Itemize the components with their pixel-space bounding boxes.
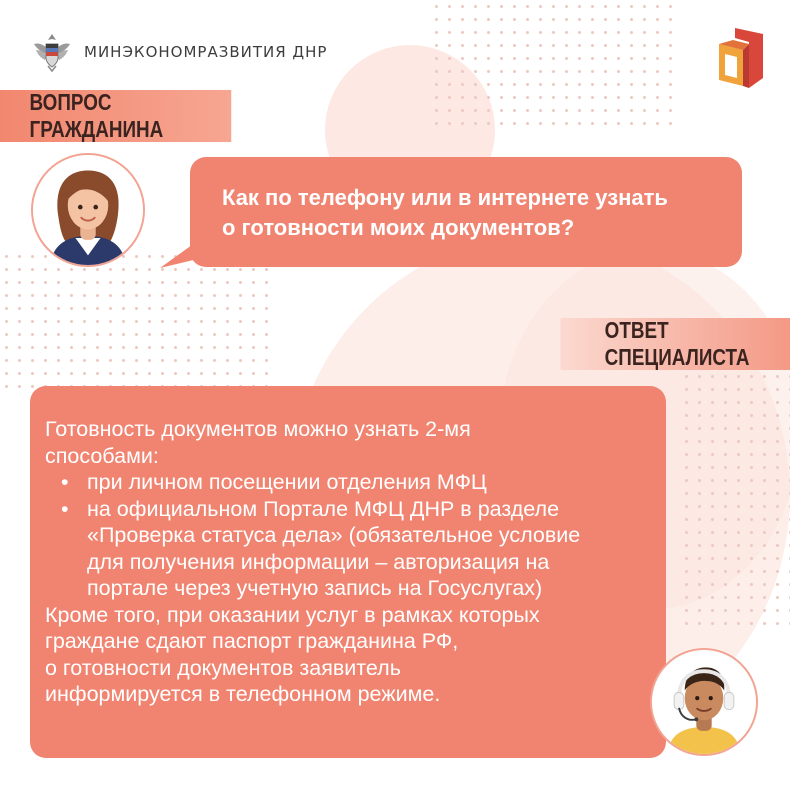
question-banner: [0, 90, 231, 142]
ministry-name: МИНЭКОНОМРАЗВИТИЯ ДНР: [84, 43, 328, 61]
decor-dots-right: [680, 370, 790, 630]
answer-banner-label: ОТВЕТ СПЕЦИАЛИСТА: [604, 317, 750, 370]
bullet-2-line-4: портале через учетную запись на Госуслугах): [87, 576, 543, 600]
answer-outro-3: о готовности документов заявитель: [45, 655, 401, 680]
answer-outro-1: Кроме того, при оказании услуг в рамках которых: [45, 602, 540, 627]
bullet-1-text: при личном посещении отделения МФЦ: [87, 470, 487, 494]
woman-avatar-icon: [33, 155, 143, 265]
list-item: [45, 469, 665, 496]
dnr-coat-of-arms-icon: [30, 30, 74, 74]
decor-dots-top: [430, 0, 680, 130]
citizen-avatar: [31, 153, 145, 267]
bullet-2-line-2: «Проверка статуса дела» (обязательное условие: [87, 523, 581, 547]
answer-intro-2: способами:: [45, 443, 159, 468]
answer-methods-list: [45, 469, 665, 602]
bullet-2-line-3: для получения информации – авторизация на: [87, 549, 550, 574]
ministry-logo: [30, 30, 327, 74]
specialist-avatar-icon: [652, 650, 756, 754]
bullet-2-line-1: • на официальном Портале МФЦ ДНР в разделе: [87, 496, 560, 521]
question-banner-label: ВОПРОС ГРАЖДАНИНА: [29, 89, 164, 142]
question-line-2: о готовности моих документов?: [222, 215, 575, 240]
mfc-logo-icon: [713, 28, 763, 88]
question-line-1: Как по телефону или в интернете узнать: [222, 185, 668, 210]
answer-outro-2: граждане сдают паспорт гражданина РФ,: [45, 629, 459, 653]
list-item: [45, 496, 665, 602]
specialist-avatar: [650, 648, 758, 756]
answer-banner: [560, 318, 790, 370]
question-text: [222, 183, 732, 243]
answer-outro-4: информируется в телефонном режиме.: [45, 682, 441, 706]
answer-intro-1: Готовность документов можно узнать 2-мя: [45, 417, 471, 441]
answer-text: [45, 416, 665, 708]
decor-dots-left: [0, 250, 270, 390]
